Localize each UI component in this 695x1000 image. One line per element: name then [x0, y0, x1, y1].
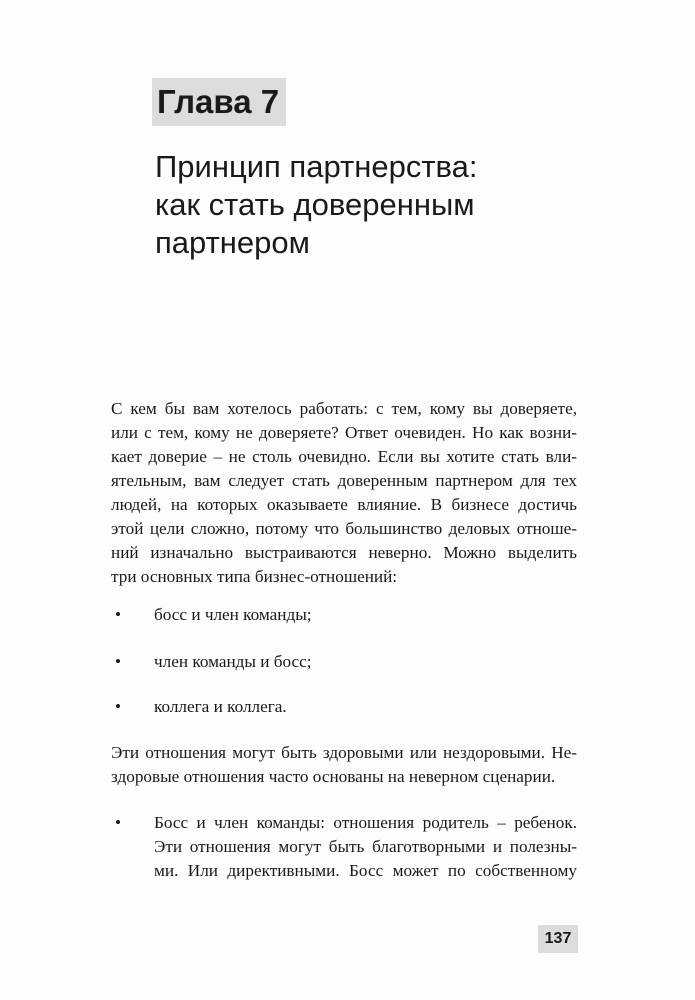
page-number: 137	[538, 925, 578, 953]
paragraph-line: ми. Или директивными. Босс может по собственному	[154, 861, 577, 880]
bullet-marker: •	[115, 697, 122, 716]
bullet-marker: •	[115, 652, 122, 671]
bullet-marker: •	[115, 605, 122, 624]
list-item-text: босс и член команды;	[154, 605, 312, 624]
paragraph-line: здоровые отношения часто основаны на неверном сценарии.	[111, 767, 556, 786]
paragraph-line: С кем бы вам хотелось работать: с тем, кому вы доверяете,	[111, 399, 577, 418]
paragraph-line: или с тем, кому не доверяете? Ответ очевиден. Но как возни-	[111, 423, 577, 442]
list-item-body	[154, 811, 577, 883]
paragraph-line: кает доверие – не столь очевидно. Если вы хотите стать вли-	[111, 447, 577, 466]
paragraph-line: этой цели сложно, потому что большинство деловых отноше-	[111, 519, 577, 538]
paragraph-line: ний изначально выстраиваются неверно. Можно выделить	[111, 543, 577, 562]
chapter-title	[155, 148, 478, 262]
chapter-label: Глава 7	[152, 78, 286, 126]
paragraph-line: Босс и член команды: отношения родитель – ребенок.	[154, 813, 577, 832]
chapter-title-line: партнером	[155, 225, 310, 260]
list-item-text: коллега и коллега.	[154, 697, 287, 716]
intro-paragraph	[111, 397, 577, 589]
chapter-title-line: как стать доверенным	[155, 187, 475, 222]
paragraph-line: ятельным, вам следует стать доверенным партнером для тех	[111, 471, 577, 490]
bullet-marker: •	[115, 813, 122, 832]
chapter-title-line: Принцип партнерства:	[155, 149, 478, 184]
paragraph-line: Эти отношения могут быть здоровыми или нездоровыми. Не-	[111, 743, 577, 762]
list-item-text: член команды и босс;	[154, 652, 312, 671]
paragraph-line: людей, на которых оказываете влияние. В бизнесе достичь	[111, 495, 577, 514]
second-paragraph	[111, 741, 577, 789]
paragraph-line: три основных типа бизнес-отношений:	[111, 567, 398, 586]
paragraph-line: Эти отношения могут быть благотворными и полезны-	[154, 837, 577, 856]
